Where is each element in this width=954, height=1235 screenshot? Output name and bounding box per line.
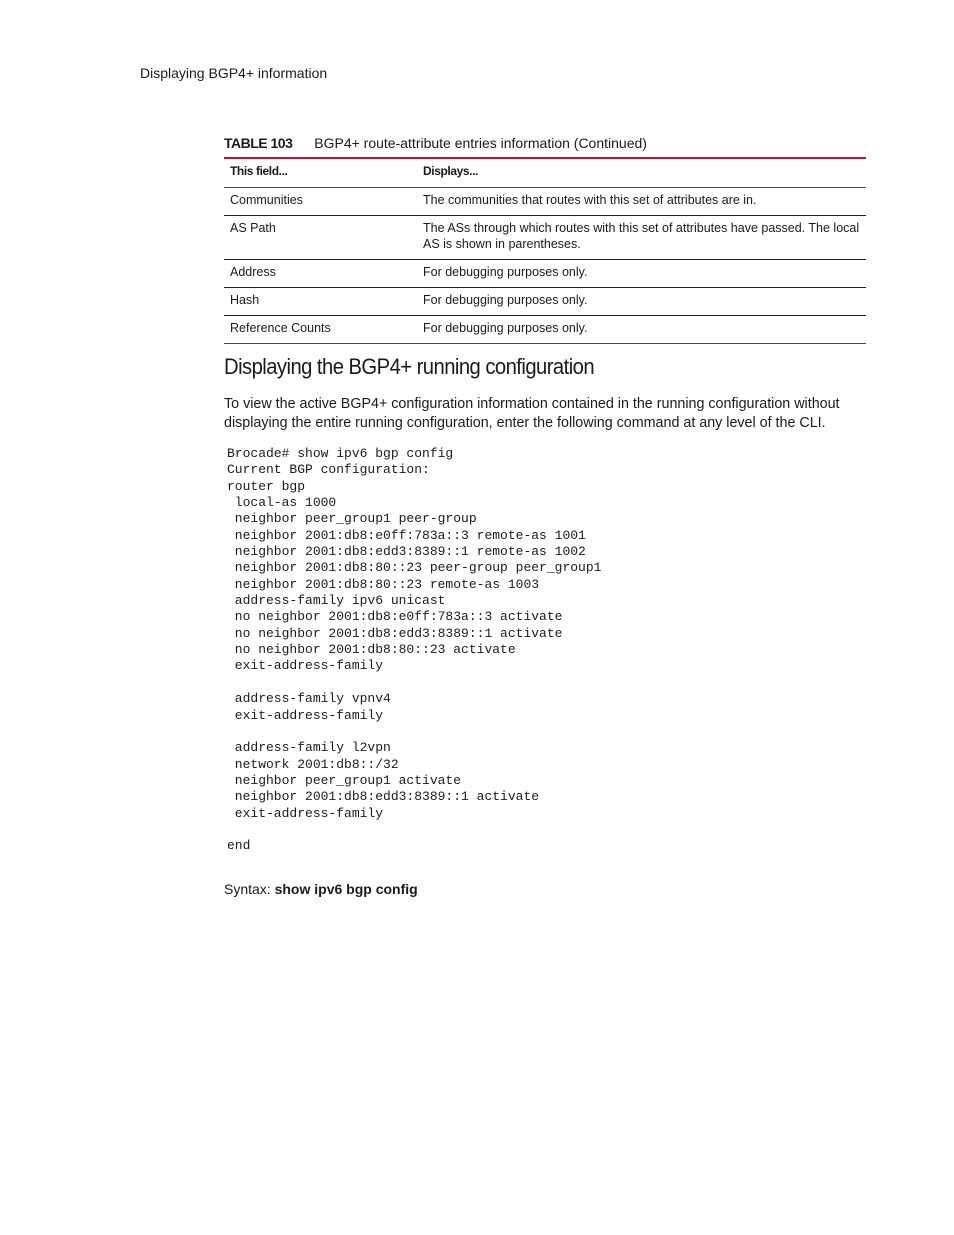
section-title: Displaying the BGP4+ running configuration xyxy=(224,354,595,379)
code-line: neighbor 2001:db8:edd3:8389::1 activate xyxy=(227,789,540,805)
syntax-command: show ipv6 bgp config xyxy=(274,881,418,897)
field-cell: Address xyxy=(224,260,417,288)
table-header-row xyxy=(224,158,866,188)
description-cell: For debugging purposes only. xyxy=(417,288,866,316)
code-line: exit-address-family xyxy=(227,658,384,674)
table-row xyxy=(224,260,866,288)
code-line: Current BGP configuration: xyxy=(227,462,430,478)
code-line: no neighbor 2001:db8:e0ff:783a::3 activate xyxy=(227,609,563,625)
field-cell: Communities xyxy=(224,188,417,216)
table-row xyxy=(224,288,866,316)
code-line: local-as 1000 xyxy=(227,495,337,511)
column-header-displays: Displays... xyxy=(417,158,866,188)
syntax-line xyxy=(224,881,418,897)
table-row xyxy=(224,188,866,216)
code-line: neighbor peer_group1 activate xyxy=(227,772,462,788)
table-label: TABLE 103 xyxy=(224,135,293,151)
field-cell: AS Path xyxy=(224,216,417,260)
code-line: neighbor 2001:db8:e0ff:783a::3 remote-as 1001 xyxy=(227,527,586,543)
column-header-field: This field... xyxy=(224,158,417,188)
table-caption-text: BGP4+ route-attribute entries information (Continued) xyxy=(314,135,647,151)
code-line: exit-address-family xyxy=(227,707,384,723)
code-line: neighbor 2001:db8:80::23 remote-as 1003 xyxy=(227,576,540,592)
code-line: network 2001:db8::/32 xyxy=(227,756,399,772)
code-line: router bgp xyxy=(227,478,306,494)
cli-code-block xyxy=(227,446,601,855)
description-cell: For debugging purposes only. xyxy=(417,316,866,344)
code-line: neighbor 2001:db8:80::23 peer-group peer_group1 xyxy=(227,560,602,576)
intro-paragraph: To view the active BGP4+ configuration information contained in the running configuration without displaying the entire running configuration, enter the following command at any level of the CLI. xyxy=(224,396,840,431)
code-line: no neighbor 2001:db8:edd3:8389::1 activate xyxy=(227,625,563,641)
description-cell: The ASs through which routes with this set of attributes have passed. The local AS is shown in parentheses. xyxy=(417,216,866,260)
code-line: address-family l2vpn xyxy=(227,740,391,756)
field-cell: Hash xyxy=(224,288,417,316)
table-row xyxy=(224,316,866,344)
description-cell: The communities that routes with this set of attributes are in. xyxy=(417,188,866,216)
code-line: address-family ipv6 unicast xyxy=(227,593,446,609)
table-row xyxy=(224,216,866,260)
description-cell: For debugging purposes only. xyxy=(417,260,866,288)
code-line: neighbor peer_group1 peer-group xyxy=(227,511,477,527)
code-line: no neighbor 2001:db8:80::23 activate xyxy=(227,642,516,658)
field-cell: Reference Counts xyxy=(224,316,417,344)
syntax-label: Syntax: xyxy=(224,881,271,897)
route-attribute-table xyxy=(224,157,866,344)
code-line: address-family vpnv4 xyxy=(227,691,391,707)
code-line: Brocade# show ipv6 bgp config xyxy=(227,446,454,461)
code-line: exit-address-family xyxy=(227,805,384,821)
running-header: Displaying BGP4+ information xyxy=(140,65,328,81)
code-line: neighbor 2001:db8:edd3:8389::1 remote-as 1002 xyxy=(227,544,586,560)
table-caption xyxy=(224,135,647,151)
code-line: end xyxy=(227,838,251,854)
